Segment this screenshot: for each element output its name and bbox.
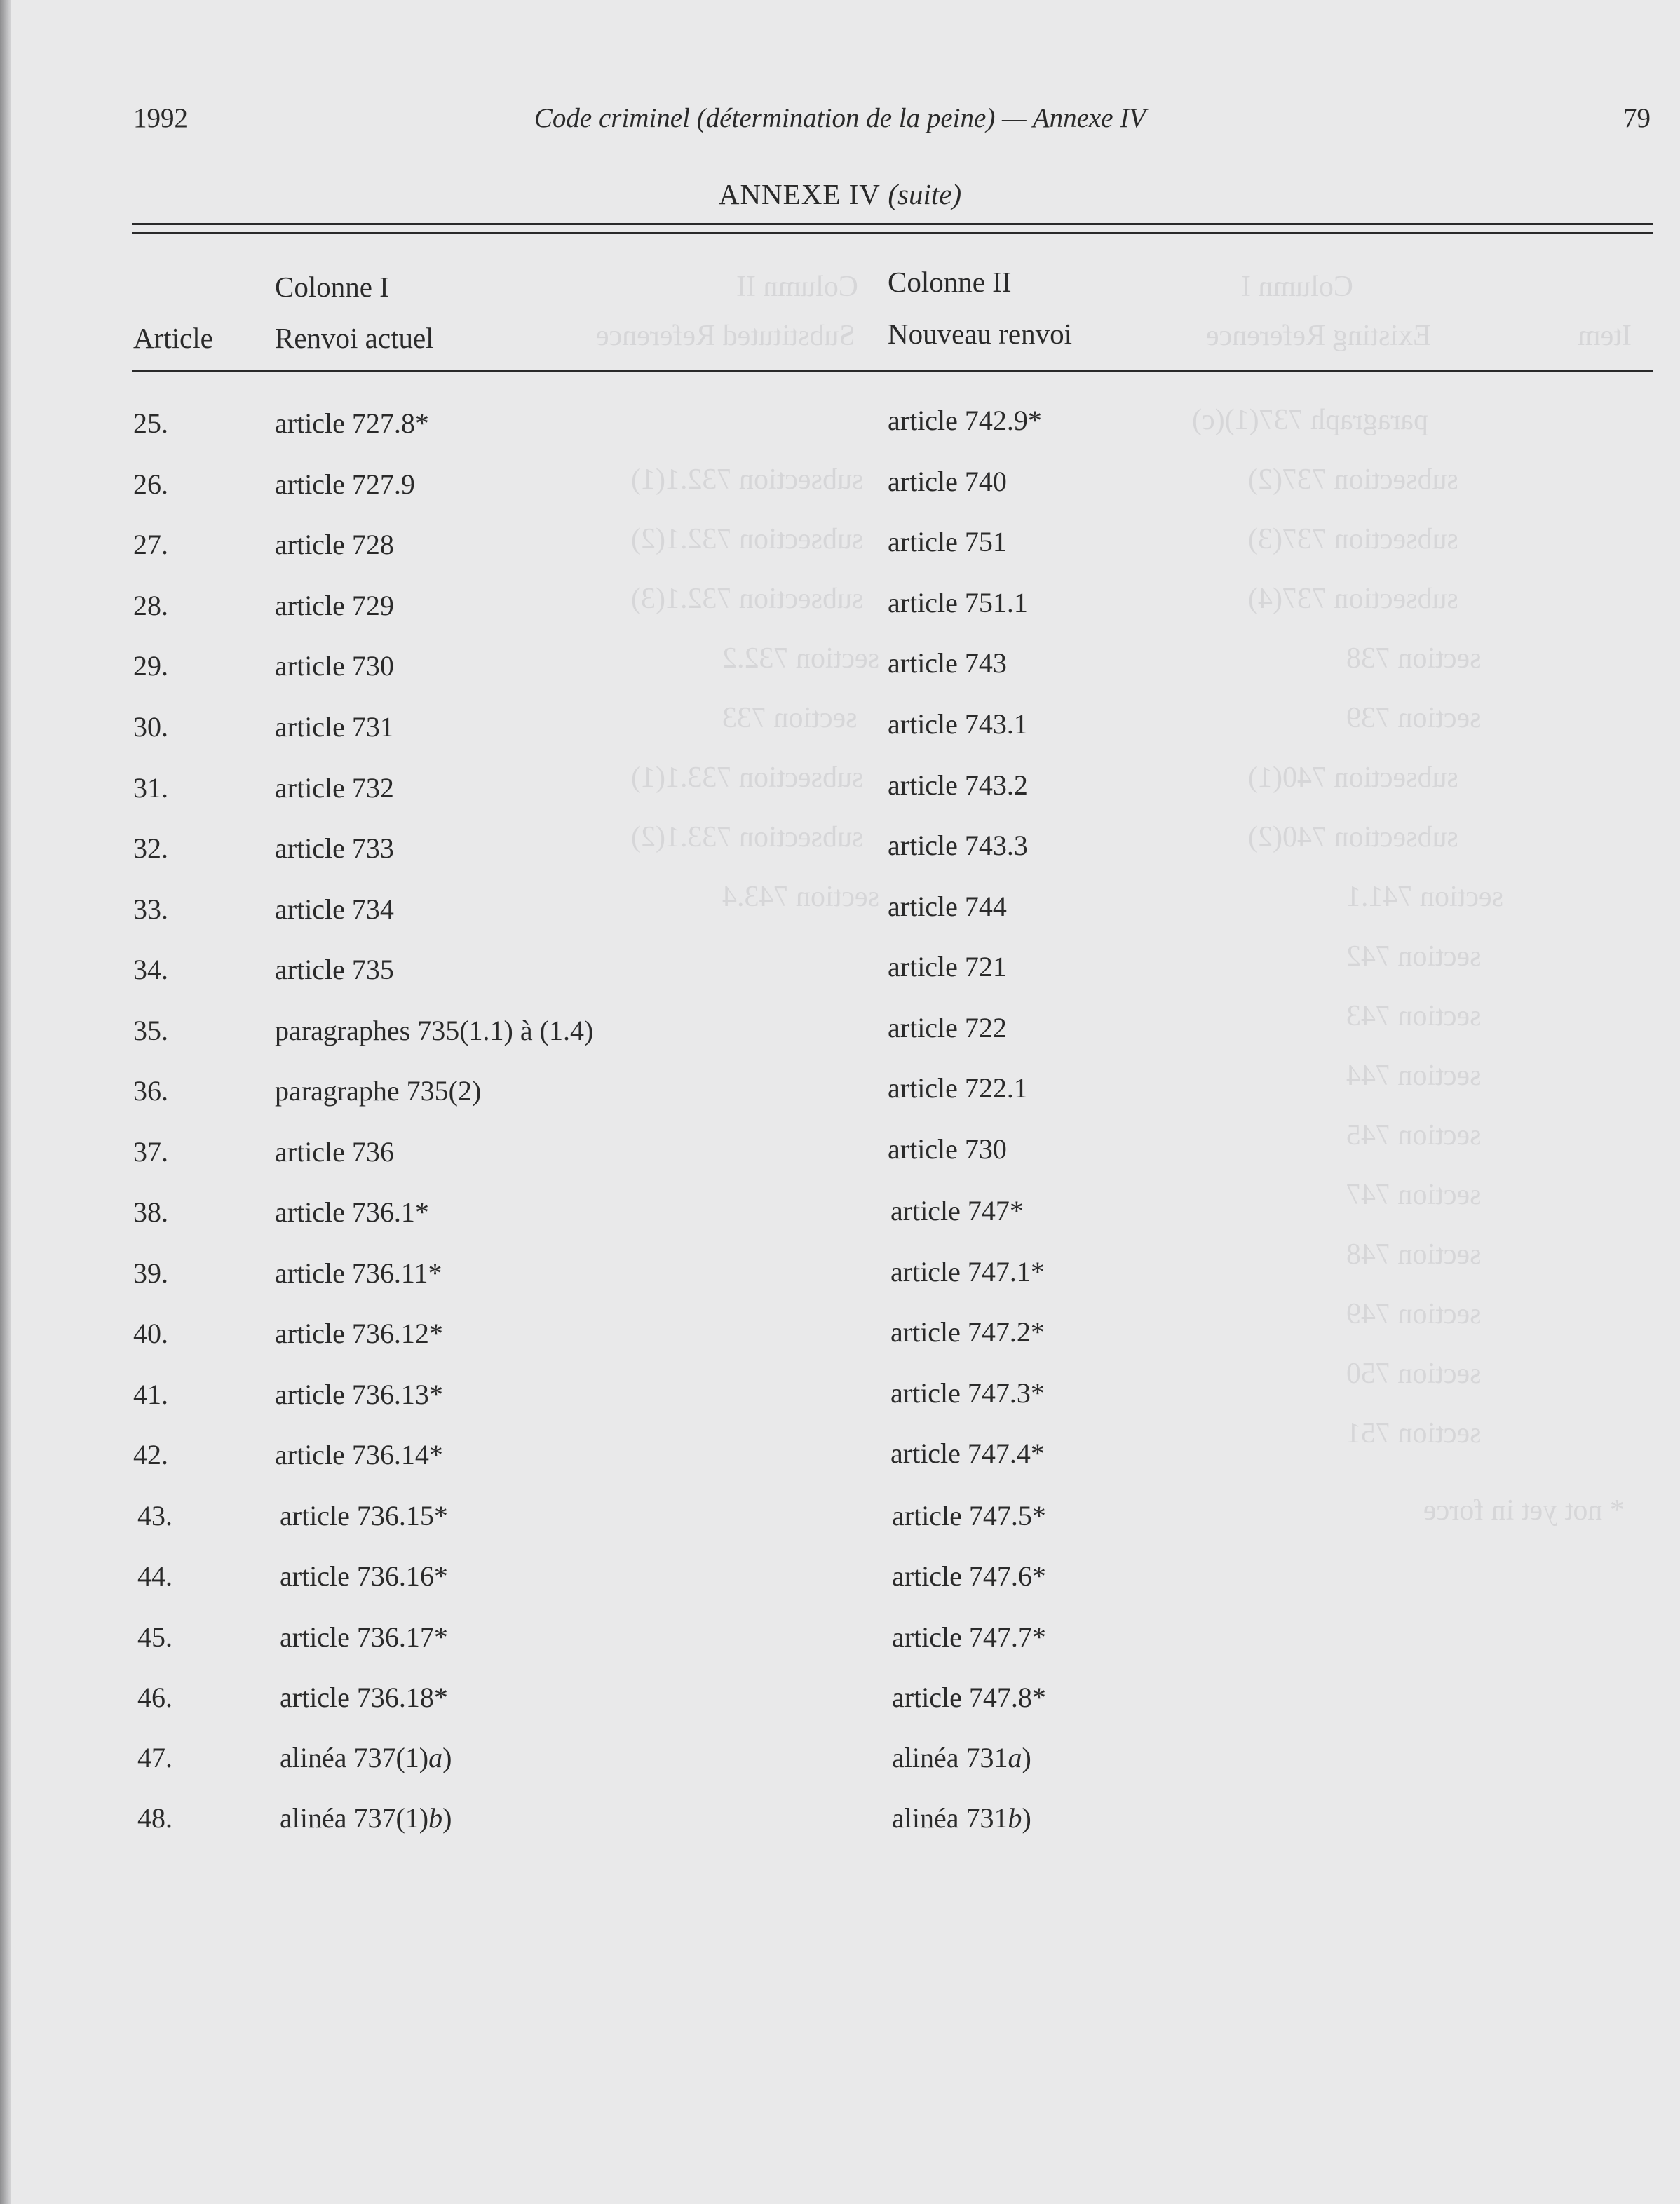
table-row: [0, 1681, 1680, 1723]
table-row: [0, 893, 1680, 935]
row-number: 36.: [133, 1075, 168, 1107]
new-reference: article 747.4*: [890, 1438, 1045, 1469]
row-number: 45.: [137, 1621, 172, 1653]
new-reference: article 722.1: [888, 1072, 1028, 1104]
page-number: 79: [1623, 103, 1651, 133]
existing-reference: article 736.14*: [275, 1439, 443, 1471]
schedule-title-main: ANNEXE IV: [718, 178, 881, 210]
show-through-text: Column I Item Existing Reference Column II Substituted Reference paragraph 737(1)(c) subsection 737(2) subsection 737(3) subsection 737(4) section 738 section 739 subsection 740(1) subsection 740(2) section 741.1 section 742 section 743 section 744 section 745 section 747 section 748 section 749 section 750 section 751 * not yet in force subsection 732.1(1) subsection 732.1(2) subsection 732.1(3) section 732.2 section 733 subsection 733.1(1) subsection 733.1(2) section 743.4: [596, 271, 1632, 1527]
table-row: [0, 1499, 1680, 1541]
row-number: 42.: [133, 1439, 168, 1471]
row-number: 48.: [137, 1802, 172, 1834]
row-number: 26.: [133, 468, 168, 500]
top-double-rule-upper: [132, 223, 1653, 225]
existing-reference: article 736.1*: [275, 1196, 429, 1228]
table-row: [0, 832, 1680, 874]
existing-reference: article 735: [275, 954, 394, 985]
existing-reference: article 736.11*: [275, 1257, 442, 1289]
row-number: 39.: [133, 1257, 168, 1289]
existing-reference: article 736.16*: [280, 1560, 448, 1592]
table-row: [0, 1438, 1680, 1480]
row-number: 29.: [133, 650, 168, 682]
new-reference: article 743.1: [888, 708, 1028, 740]
new-reference: article 740: [888, 466, 1007, 497]
table-row: [0, 1014, 1680, 1056]
table-row: [0, 649, 1680, 691]
column-1-heading: Colonne I: [275, 271, 389, 303]
table-row: [0, 407, 1680, 449]
new-reference: article 722: [888, 1012, 1007, 1043]
header-bottom-rule: [132, 370, 1653, 372]
existing-reference: article 736.17*: [280, 1621, 448, 1653]
new-reference: article 743: [888, 647, 1007, 679]
row-number: 32.: [133, 832, 168, 864]
new-reference: article 747.1*: [890, 1256, 1045, 1287]
existing-reference: article 736: [275, 1136, 394, 1168]
existing-reference: article 727.8*: [275, 407, 429, 439]
existing-reference: article 731: [275, 711, 394, 743]
existing-reference: alinéa 737(1)b): [280, 1802, 452, 1834]
new-reference: article 747.7*: [892, 1621, 1046, 1653]
existing-reference: article 736.13*: [275, 1379, 443, 1410]
table-row: [0, 1741, 1680, 1783]
table-row: [0, 1257, 1680, 1299]
row-number: 46.: [137, 1682, 172, 1713]
table-row: [0, 1317, 1680, 1359]
row-number: 43.: [137, 1500, 172, 1532]
row-number: 40.: [133, 1318, 168, 1349]
existing-reference: article 732: [275, 772, 394, 804]
new-reference: article 743.2: [888, 769, 1028, 801]
column-2-subheading: Nouveau renvoi: [888, 318, 1072, 350]
existing-reference: article 733: [275, 832, 394, 864]
row-number: 31.: [133, 772, 168, 804]
running-header-title: Code criminel (détermination de la peine) — Annexe IV: [534, 103, 1146, 133]
row-number: 30.: [133, 711, 168, 743]
new-reference: article 747*: [890, 1195, 1024, 1226]
row-number: 47.: [137, 1742, 172, 1773]
new-reference: article 751.1: [888, 587, 1028, 618]
column-1-subheading: Renvoi actuel: [275, 322, 434, 354]
existing-reference: article 734: [275, 893, 394, 925]
table-row: [0, 710, 1680, 752]
new-reference: article 747.2*: [890, 1316, 1045, 1348]
header-year: 1992: [133, 103, 188, 133]
existing-reference: alinéa 737(1)a): [280, 1742, 452, 1773]
schedule-title-suffix: (suite): [888, 178, 962, 210]
existing-reference: paragraphe 735(2): [275, 1075, 482, 1107]
column-2-heading: Colonne II: [888, 266, 1012, 298]
table-row: [0, 1560, 1680, 1602]
new-reference: alinéa 731b): [892, 1802, 1031, 1834]
new-reference: article 742.9*: [888, 405, 1042, 436]
existing-reference: article 728: [275, 529, 394, 560]
new-reference: alinéa 731a): [892, 1742, 1031, 1773]
new-reference: article 751: [888, 526, 1007, 557]
new-reference: article 730: [888, 1133, 1007, 1165]
row-number: 34.: [133, 954, 168, 985]
schedule-title: [0, 177, 1680, 211]
article-column-heading: Article: [133, 322, 213, 354]
table-row: [0, 953, 1680, 995]
row-number: 38.: [133, 1196, 168, 1228]
row-number: 37.: [133, 1136, 168, 1168]
table-row: [0, 589, 1680, 631]
table-row: [0, 468, 1680, 510]
new-reference: article 747.6*: [892, 1560, 1046, 1592]
row-number: 33.: [133, 893, 168, 925]
existing-reference: article 736.18*: [280, 1682, 448, 1713]
table-row: [0, 528, 1680, 570]
new-reference: article 747.8*: [892, 1682, 1046, 1713]
table-row: [0, 1135, 1680, 1177]
table-row: [0, 1196, 1680, 1238]
existing-reference: article 729: [275, 590, 394, 621]
existing-reference: paragraphes 735(1.1) à (1.4): [275, 1015, 594, 1046]
table-row: [0, 1621, 1680, 1663]
table-row: [0, 1074, 1680, 1116]
row-number: 25.: [133, 407, 168, 439]
row-number: 28.: [133, 590, 168, 621]
existing-reference: article 736.15*: [280, 1500, 448, 1532]
top-double-rule-lower: [132, 232, 1653, 234]
new-reference: article 743.3: [888, 830, 1028, 861]
row-number: 27.: [133, 529, 168, 560]
row-number: 35.: [133, 1015, 168, 1046]
new-reference: article 747.3*: [890, 1377, 1045, 1409]
new-reference: article 744: [888, 891, 1007, 922]
table-row: [0, 771, 1680, 813]
existing-reference: article 730: [275, 650, 394, 682]
existing-reference: article 727.9: [275, 468, 415, 500]
table-row: [0, 1378, 1680, 1420]
new-reference: article 747.5*: [892, 1500, 1046, 1532]
table-row: [0, 1801, 1680, 1844]
new-reference: article 721: [888, 951, 1007, 982]
row-number: 41.: [133, 1379, 168, 1410]
existing-reference: article 736.12*: [275, 1318, 443, 1349]
row-number: 44.: [137, 1560, 172, 1592]
